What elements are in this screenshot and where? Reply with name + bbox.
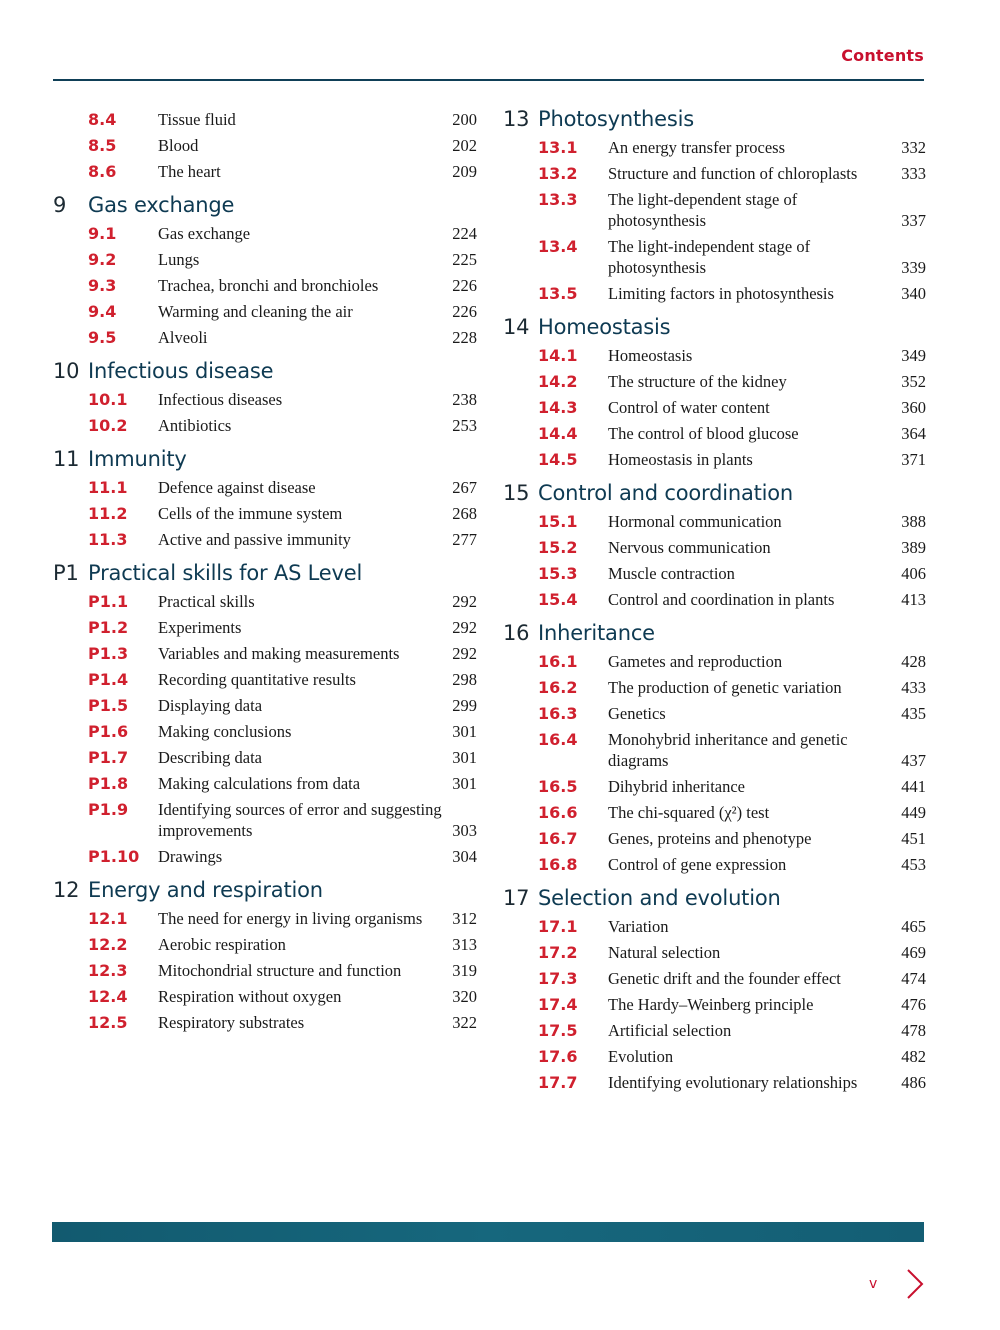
section-title: Infectious diseases [158, 389, 283, 409]
section-number: 14.5 [538, 449, 578, 469]
section-number: 12.5 [88, 1012, 128, 1032]
section-number: 8.4 [88, 109, 117, 129]
section-title: Practical skills [158, 591, 255, 611]
page-number-ref: 319 [452, 960, 477, 980]
page-number-ref: 349 [901, 345, 926, 365]
section-number: 17.7 [538, 1072, 578, 1092]
section-number: 13.4 [538, 236, 578, 256]
section-number: 16.4 [538, 729, 578, 749]
chapter-heading[interactable] [53, 877, 477, 903]
page-number-ref: 301 [452, 721, 477, 741]
section-number: 11.1 [88, 477, 128, 497]
page-number-ref: 226 [452, 301, 477, 321]
chapter-number: 11 [53, 447, 80, 471]
section-title: Identifying evolutionary relationships [608, 1072, 858, 1092]
chapter-heading[interactable] [53, 192, 477, 218]
toc-right-column [503, 106, 926, 1103]
section-number: 16.8 [538, 854, 578, 874]
toc-entry[interactable] [503, 1043, 926, 1069]
chapter-title: Control and coordination [538, 481, 794, 505]
section-number: 9.5 [88, 327, 117, 347]
page-number-ref: 482 [901, 1046, 926, 1066]
section-title: Respiratory substrates [158, 1012, 305, 1032]
toc-entry[interactable] [503, 674, 926, 700]
section-number: P1.9 [88, 799, 129, 819]
chapter-number: 12 [53, 878, 80, 902]
section-title: Artificial selection [608, 1020, 732, 1040]
toc-entry[interactable] [503, 420, 926, 446]
page-number-ref: 292 [452, 643, 477, 663]
chapter-number: 17 [503, 886, 530, 910]
section-title: Gametes and reproduction [608, 651, 783, 671]
toc-entry[interactable] [53, 796, 477, 843]
page-number-ref: 451 [901, 828, 926, 848]
section-title: Alveoli [158, 327, 208, 347]
page-number-ref: 406 [901, 563, 926, 583]
toc-entry[interactable] [503, 508, 926, 534]
section-number: 13.1 [538, 137, 578, 157]
toc-chapter [53, 358, 477, 438]
section-number: 14.4 [538, 423, 578, 443]
toc-entry[interactable] [53, 1009, 477, 1035]
page-number-ref: 298 [452, 669, 477, 689]
section-number: 15.3 [538, 563, 578, 583]
toc-entry[interactable] [503, 186, 926, 233]
chapter-title: Homeostasis [538, 315, 671, 339]
page-number-ref: 209 [452, 161, 477, 181]
page-number-ref: 313 [452, 934, 477, 954]
toc-entry[interactable] [53, 500, 477, 526]
page-number-ref: 200 [452, 109, 477, 129]
page-number-ref: 413 [901, 589, 926, 609]
toc-entry[interactable] [53, 905, 477, 931]
toc-entry[interactable] [53, 526, 477, 552]
toc-entry[interactable] [503, 560, 926, 586]
section-number: 14.2 [538, 371, 578, 391]
page-number-ref: 433 [901, 677, 926, 697]
page-number-ref: 301 [452, 747, 477, 767]
toc-entry[interactable] [53, 158, 477, 184]
section-title: Variation [608, 916, 669, 936]
page-number-ref: 441 [901, 776, 926, 796]
toc-entry[interactable] [53, 106, 477, 132]
page-number-ref: 388 [901, 511, 926, 531]
section-number: 9.4 [88, 301, 117, 321]
chapter-heading[interactable] [503, 620, 926, 646]
toc-entry[interactable] [53, 640, 477, 666]
toc-entry[interactable] [503, 280, 926, 306]
page-number-ref: 340 [901, 283, 926, 303]
section-number: 13.5 [538, 283, 578, 303]
toc-chapter [503, 480, 926, 612]
chapter-heading[interactable] [503, 314, 926, 340]
page-number-ref: 225 [452, 249, 477, 269]
section-number: P1.8 [88, 773, 129, 793]
section-title: Drawings [158, 846, 223, 866]
chapter-heading[interactable] [503, 885, 926, 911]
section-number: 16.5 [538, 776, 578, 796]
section-title: The chi-squared (χ²) test [608, 802, 770, 822]
section-title: Aerobic respiration [158, 934, 286, 954]
section-number: P1.4 [88, 669, 129, 689]
chapter-heading[interactable] [53, 358, 477, 384]
section-number: 13.3 [538, 189, 578, 209]
toc-entry[interactable] [503, 586, 926, 612]
section-title: Active and passive immunity [158, 529, 351, 549]
toc-entry[interactable] [53, 983, 477, 1009]
page-number-ref: 333 [901, 163, 926, 183]
section-number: 17.3 [538, 968, 578, 988]
toc-entry[interactable] [503, 394, 926, 420]
toc-entry[interactable] [503, 342, 926, 368]
page-number-ref: 224 [452, 223, 477, 243]
toc-entry[interactable] [53, 132, 477, 158]
page-number-ref: 428 [901, 651, 926, 671]
page-number-ref: 486 [901, 1072, 926, 1092]
section-title: Dihybrid inheritance [608, 776, 745, 796]
chapter-title: Energy and respiration [88, 878, 323, 902]
section-title: Defence against disease [158, 477, 316, 497]
toc-chapter [503, 885, 926, 1095]
section-number: 15.4 [538, 589, 578, 609]
section-number: P1.10 [88, 846, 140, 866]
page-number-ref: 312 [452, 908, 477, 928]
section-number: 12.1 [88, 908, 128, 928]
chapter-heading[interactable] [503, 480, 926, 506]
toc-entry[interactable] [53, 614, 477, 640]
page-number-ref: 352 [901, 371, 926, 391]
section-title: Displaying data [158, 695, 263, 715]
chapter-number: 15 [503, 481, 530, 505]
chapter-title: Photosynthesis [538, 107, 694, 131]
toc-entry[interactable] [53, 588, 477, 614]
chapter-title: Gas exchange [88, 193, 235, 217]
page-number-ref: 371 [901, 449, 926, 469]
toc-entry[interactable] [503, 1069, 926, 1095]
page-number-ref: 474 [901, 968, 926, 988]
section-title: Genes, proteins and phenotype [608, 828, 812, 848]
section-number: P1.2 [88, 617, 129, 637]
section-number: 8.5 [88, 135, 117, 155]
section-title: Experiments [158, 617, 242, 637]
section-number: 15.2 [538, 537, 578, 557]
section-number: 9.2 [88, 249, 117, 269]
section-number: 14.3 [538, 397, 578, 417]
chapter-title: Infectious disease [88, 359, 274, 383]
section-title: Hormonal communication [608, 511, 782, 531]
page-number-ref: 478 [901, 1020, 926, 1040]
section-number: 10.1 [88, 389, 128, 409]
running-head: Contents [841, 46, 924, 65]
section-title: An energy transfer process [608, 137, 786, 157]
section-title: The production of genetic variation [608, 677, 842, 697]
page-number-ref: 303 [452, 820, 477, 840]
toc-entry[interactable] [503, 991, 926, 1017]
toc-entry[interactable] [503, 368, 926, 394]
section-title: Control of gene expression [608, 854, 787, 874]
section-title: The light-independent stage of photosynthesis [608, 236, 811, 277]
toc-chapter [53, 192, 477, 350]
page-number-ref: 465 [901, 916, 926, 936]
section-title: Homeostasis in plants [608, 449, 753, 469]
section-number: P1.5 [88, 695, 129, 715]
section-number: 16.7 [538, 828, 578, 848]
chapter-number: 14 [503, 315, 530, 339]
chapter-heading[interactable] [503, 106, 926, 132]
section-title: Describing data [158, 747, 263, 767]
toc-entry[interactable] [503, 1017, 926, 1043]
page-number-ref: 226 [452, 275, 477, 295]
toc-entry[interactable] [503, 160, 926, 186]
toc-entry[interactable] [53, 474, 477, 500]
section-title: The heart [158, 161, 221, 181]
toc-entry[interactable] [53, 324, 477, 350]
page-number-ref: 364 [901, 423, 926, 443]
toc-chapter [503, 314, 926, 472]
chapter-title: Practical skills for AS Level [88, 561, 363, 585]
toc-entry[interactable] [503, 446, 926, 472]
toc-entry[interactable] [503, 534, 926, 560]
section-title: The control of blood glucose [608, 423, 799, 443]
section-number: 17.2 [538, 942, 578, 962]
page-number-ref: 238 [452, 389, 477, 409]
toc-entry[interactable] [503, 773, 926, 799]
toc-entry[interactable] [53, 770, 477, 796]
section-number: 14.1 [538, 345, 578, 365]
toc-entry[interactable] [503, 726, 926, 773]
toc-chapter [503, 106, 926, 306]
toc-entry[interactable] [503, 965, 926, 991]
section-number: 17.6 [538, 1046, 578, 1066]
section-title: Evolution [608, 1046, 674, 1066]
toc-entry[interactable] [53, 931, 477, 957]
chapter-number: 10 [53, 359, 80, 383]
footer-bar [52, 1222, 924, 1242]
page-number-ref: 469 [901, 942, 926, 962]
page-number-ref: 322 [452, 1012, 477, 1032]
toc-entry[interactable] [503, 233, 926, 280]
section-title: Nervous communication [608, 537, 771, 557]
page-number-ref: 228 [452, 327, 477, 347]
section-number: 16.1 [538, 651, 578, 671]
section-number: P1.6 [88, 721, 129, 741]
section-number: 12.3 [88, 960, 128, 980]
toc-entry[interactable] [53, 718, 477, 744]
section-title: Genetics [608, 703, 666, 723]
section-title: The Hardy–Weinberg principle [608, 994, 814, 1014]
section-title: The structure of the kidney [608, 371, 787, 391]
section-number: 17.1 [538, 916, 578, 936]
section-number: 16.6 [538, 802, 578, 822]
toc-entry[interactable] [503, 648, 926, 674]
toc-entry[interactable] [53, 843, 477, 869]
toc-chapter [53, 106, 477, 184]
section-number: 11.2 [88, 503, 128, 523]
toc-entry[interactable] [53, 957, 477, 983]
section-title: Making calculations from data [158, 773, 361, 793]
page-number-ref: 360 [901, 397, 926, 417]
section-number: 16.2 [538, 677, 578, 697]
section-number: 10.2 [88, 415, 128, 435]
section-number: 9.1 [88, 223, 117, 243]
section-title: Respiration without oxygen [158, 986, 342, 1006]
page-number-ref: 449 [901, 802, 926, 822]
section-title: Warming and cleaning the air [158, 301, 353, 321]
section-number: 17.5 [538, 1020, 578, 1040]
page-number-ref: 277 [452, 529, 477, 549]
section-number: 12.4 [88, 986, 128, 1006]
section-title: Lungs [158, 249, 200, 269]
toc-entry[interactable] [53, 692, 477, 718]
page-number-ref: 320 [452, 986, 477, 1006]
section-title: Gas exchange [158, 223, 251, 243]
chapter-heading[interactable] [53, 446, 477, 472]
toc-entry[interactable] [503, 939, 926, 965]
chevron-right-icon [905, 1268, 925, 1300]
section-number: 13.2 [538, 163, 578, 183]
section-title: Structure and function of chloroplasts [608, 163, 858, 183]
section-number: P1.3 [88, 643, 129, 663]
page-number-ref: 332 [901, 137, 926, 157]
section-title: Trachea, bronchi and bronchioles [158, 275, 379, 295]
toc-entry[interactable] [503, 700, 926, 726]
section-number: 11.3 [88, 529, 128, 549]
section-title: Identifying sources of error and suggesting improvements [158, 799, 442, 840]
toc-entry[interactable] [53, 246, 477, 272]
section-title: Variables and making measurements [158, 643, 400, 663]
page-number-ref: 476 [901, 994, 926, 1014]
section-number: P1.7 [88, 747, 129, 767]
section-number: 9.3 [88, 275, 117, 295]
top-rule [53, 79, 924, 81]
page-number-ref: 299 [452, 695, 477, 715]
page-number: v [869, 1276, 878, 1292]
section-title: Monohybrid inheritance and genetic diagrams [608, 729, 848, 770]
toc-entry[interactable] [503, 799, 926, 825]
toc-entry[interactable] [503, 913, 926, 939]
toc-entry[interactable] [503, 851, 926, 877]
toc-chapter [53, 877, 477, 1035]
toc-entry[interactable] [53, 412, 477, 438]
section-title: Cells of the immune system [158, 503, 343, 523]
chapter-number: 16 [503, 621, 530, 645]
chapter-title: Immunity [88, 447, 187, 471]
toc-chapter [53, 560, 477, 869]
toc-chapter [503, 620, 926, 877]
section-number: P1.1 [88, 591, 129, 611]
page-number-ref: 202 [452, 135, 477, 155]
chapter-title: Selection and evolution [538, 886, 781, 910]
section-number: 15.1 [538, 511, 578, 531]
page-number-ref: 435 [901, 703, 926, 723]
page-number-ref: 337 [901, 210, 926, 230]
toc-entry[interactable] [53, 298, 477, 324]
section-title: The need for energy in living organisms [158, 908, 423, 928]
section-title: Control of water content [608, 397, 770, 417]
chapter-title: Inheritance [538, 621, 655, 645]
section-title: Recording quantitative results [158, 669, 356, 689]
toc-entry[interactable] [53, 272, 477, 298]
section-title: Natural selection [608, 942, 721, 962]
page-number-ref: 253 [452, 415, 477, 435]
toc-entry[interactable] [503, 134, 926, 160]
next-page-button[interactable] [905, 1268, 925, 1300]
section-title: Making conclusions [158, 721, 292, 741]
toc-chapter [53, 446, 477, 552]
page-number-ref: 292 [452, 617, 477, 637]
toc-entry[interactable] [53, 220, 477, 246]
section-title: Mitochondrial structure and function [158, 960, 402, 980]
page-number-ref: 389 [901, 537, 926, 557]
chapter-number: 9 [53, 193, 67, 217]
section-number: 8.6 [88, 161, 117, 181]
chapter-number: P1 [53, 561, 79, 585]
section-title: The light-dependent stage of photosynthesis [608, 189, 798, 230]
toc-left-column [53, 106, 477, 1043]
section-title: Antibiotics [158, 415, 232, 435]
section-title: Tissue fluid [158, 109, 236, 129]
section-number: 17.4 [538, 994, 578, 1014]
toc-entry[interactable] [53, 386, 477, 412]
section-title: Muscle contraction [608, 563, 735, 583]
page-number-ref: 292 [452, 591, 477, 611]
section-number: 12.2 [88, 934, 128, 954]
chapter-number: 13 [503, 107, 530, 131]
toc-entry[interactable] [503, 825, 926, 851]
section-title: Blood [158, 135, 199, 155]
section-title: Genetic drift and the founder effect [608, 968, 841, 988]
page-number-ref: 268 [452, 503, 477, 523]
page-number-ref: 339 [901, 257, 926, 277]
page-number-ref: 301 [452, 773, 477, 793]
section-title: Control and coordination in plants [608, 589, 835, 609]
chapter-heading[interactable] [53, 560, 477, 586]
section-title: Homeostasis [608, 345, 693, 365]
section-title: Limiting factors in photosynthesis [608, 283, 834, 303]
page-number-ref: 304 [452, 846, 477, 866]
toc-entry[interactable] [53, 744, 477, 770]
page-number-ref: 437 [901, 750, 926, 770]
section-number: 16.3 [538, 703, 578, 723]
page-number-ref: 267 [452, 477, 477, 497]
page-number-ref: 453 [901, 854, 926, 874]
toc-entry[interactable] [53, 666, 477, 692]
